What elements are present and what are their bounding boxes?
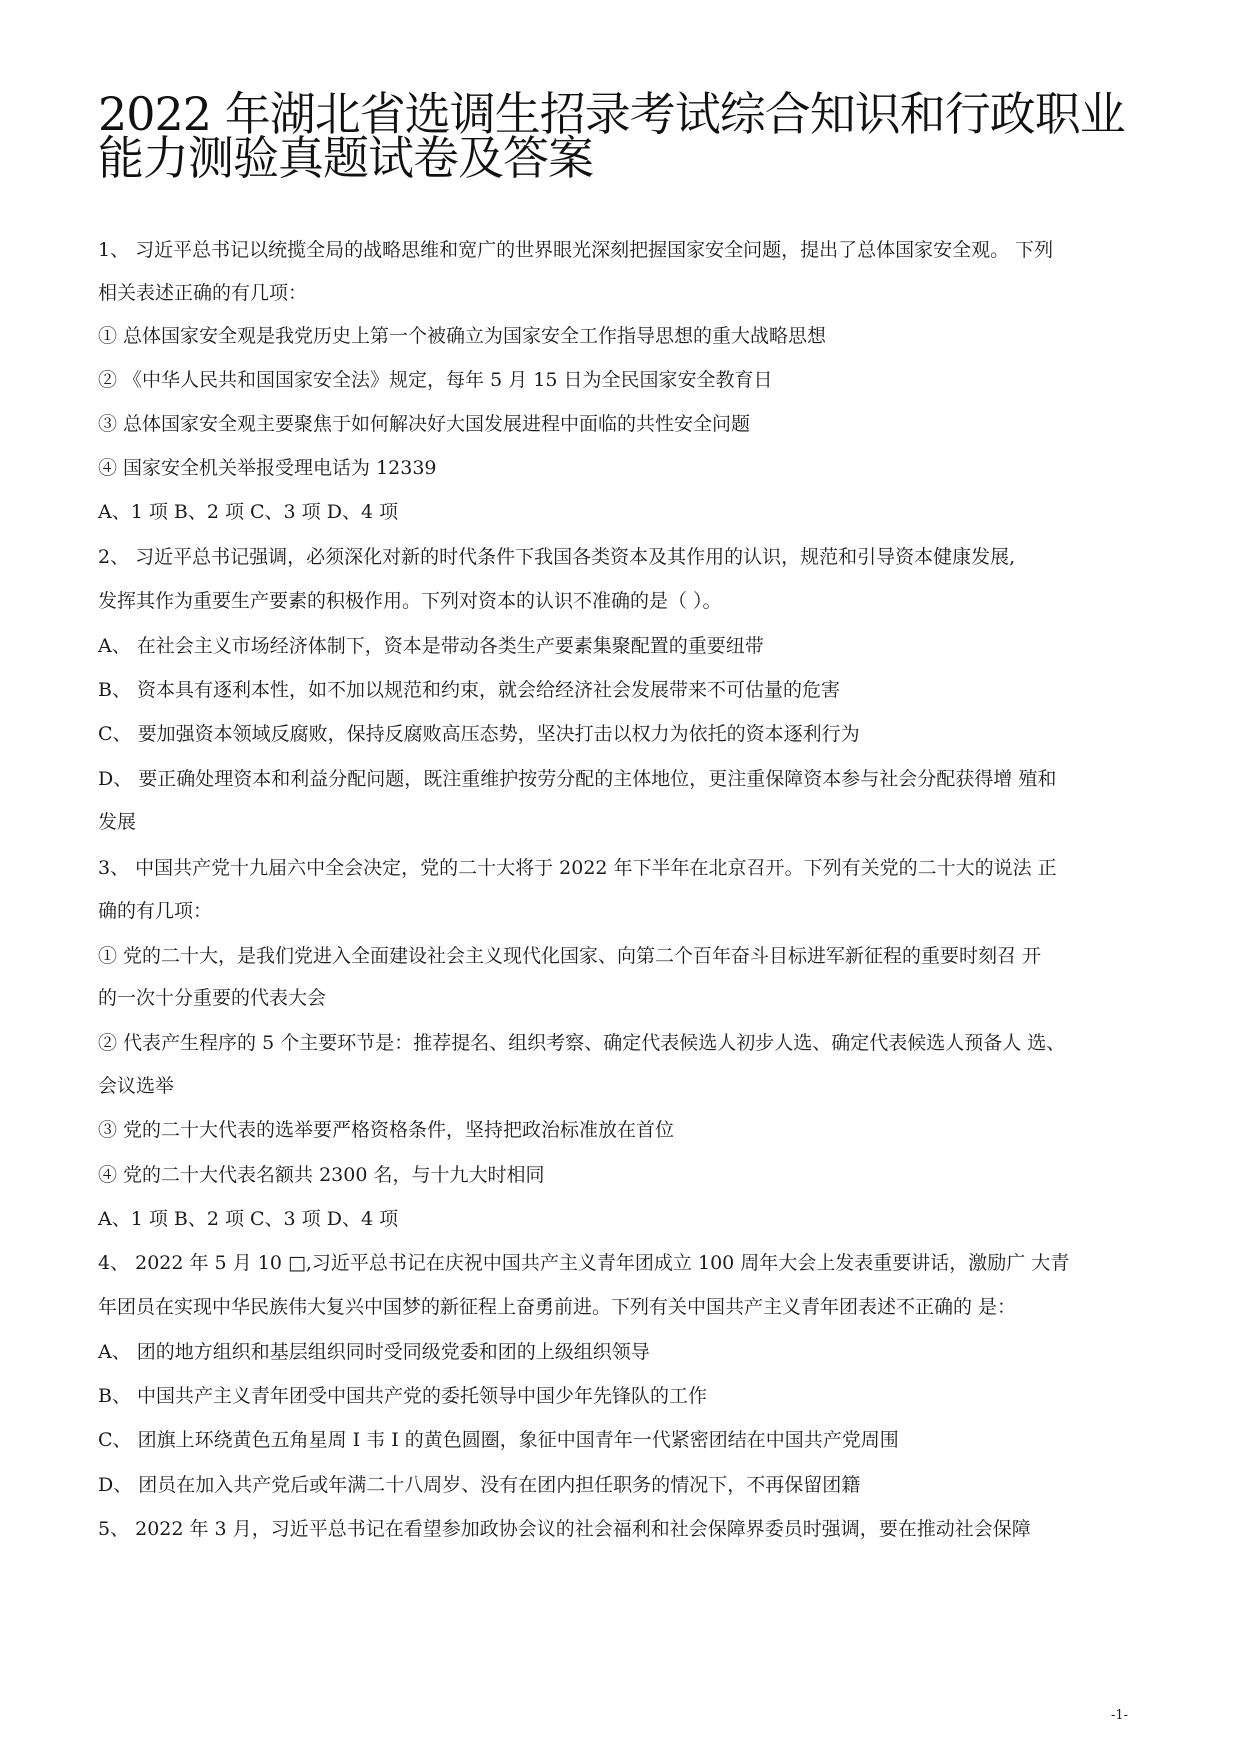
text-line: A、 团的地方组织和基层组织同时受同级党委和团的上级组织领导 (98, 1341, 650, 1363)
text-line: 发挥其作为重要生产要素的积极作用。下列对资本的认识不准确的是（ ）。 (98, 590, 722, 612)
text-line: 相关表述正确的有几项： (98, 282, 308, 304)
text-line: ① 总体国家安全观是我党历史上第一个被确立为国家安全工作指导思想的重大战略思想 (98, 325, 827, 347)
text-line: 会议选举 (98, 1075, 175, 1097)
text-line: 的一次十分重要的代表大会 (98, 987, 327, 1009)
text-line: A、 在社会主义市场经济体制下，资本是带动各类生产要素集聚配置的重要纽带 (98, 635, 764, 657)
text-line: ④ 党的二十大代表名额共 2300 名，与十九大时相同 (98, 1164, 545, 1186)
text-line: ② 代表产生程序的 5 个主要环节是：推荐提名、组织考察、确定代表候选人初步人选、确定代表候选人预备人 选、 (98, 1032, 1066, 1054)
text-line: ③ 总体国家安全观主要聚焦于如何解决好大国发展进程中面临的共性安全问题 (98, 413, 751, 435)
text-line: 发展 (98, 811, 137, 833)
text-line: D、 团员在加入共产党后或年满二十八周岁、没有在团内担任职务的情况下，不再保留团籍 (98, 1474, 861, 1496)
document-title: 2022 年湖北省选调生招录考试综合知识和行政职业能力测验真题试卷及答案 (98, 87, 1125, 185)
text-line: 年团员在实现中华民族伟大复兴中国梦的新征程上奋勇前进。下列有关中国共产主义青年团表述不正确的 是： (98, 1296, 1017, 1318)
text-line: 确的有几项： (98, 900, 213, 922)
text-line: B、 资本具有逐利本性，如不加以规范和约束，就会给经济社会发展带来不可估量的危害 (98, 679, 841, 701)
text-line: D、 要正确处理资本和利益分配问题，既注重维护按劳分配的主体地位，更注重保障资本参与社会分配获得增 殖和 (98, 768, 1057, 790)
text-line: ① 党的二十大，是我们党进入全面建设社会主义现代化国家、向第二个百年奋斗目标进军新征程的重要时刻召 开 (98, 945, 1042, 967)
text-line: ④ 国家安全机关举报受理电话为 12339 (98, 457, 437, 479)
text-line: 3、 中国共产党十九届六中全会决定，党的二十大将于 2022 年下半年在北京召开。下列有关党的二十大的说法 正 (98, 857, 1057, 879)
text-line: A、1 项 B、2 项 C、3 项 D、4 项 (98, 1208, 399, 1230)
page-number: -1- (1110, 1708, 1128, 1723)
text-line: ③ 党的二十大代表的选举要严格资格条件，坚持把政治标准放在首位 (98, 1119, 675, 1141)
text-line: 5、 2022 年 3 月，习近平总书记在看望参加政协会议的社会福利和社会保障界委员时强调，要在推动社会保障 (98, 1518, 1031, 1540)
text-line: C、 团旗上环绕黄色五角星周 I 韦 I 的黄色圆圈，象征中国青年一代紧密团结在中国共产党周围 (98, 1429, 899, 1451)
text-line: A、1 项 B、2 项 C、3 项 D、4 项 (98, 501, 399, 523)
text-line: B、 中国共产主义青年团受中国共产党的委托领导中国少年先锋队的工作 (98, 1385, 708, 1407)
text-line: 1、 习近平总书记以统揽全局的战略思维和宽广的世界眼光深刻把握国家安全问题，提出了总体国家安全观。 下列 (98, 239, 1054, 261)
text-line: ② 《中华人民共和国国家安全法》规定，每年 5 月 15 日为全民国家安全教育日 (98, 369, 773, 391)
text-line: 2、 习近平总书记强调，必须深化对新的时代条件下我国各类资本及其作用的认识，规范和引导资本健康发展, (98, 546, 1016, 568)
text-line: C、 要加强资本领域反腐败，保持反腐败高压态势，坚决打击以权力为依托的资本逐利行为 (98, 723, 860, 745)
text-line: 4、 2022 年 5 月 10 □,习近平总书记在庆祝中国共产主义青年团成立 100 周年大会上发表重要讲话，激励广 大青 (98, 1252, 1070, 1274)
